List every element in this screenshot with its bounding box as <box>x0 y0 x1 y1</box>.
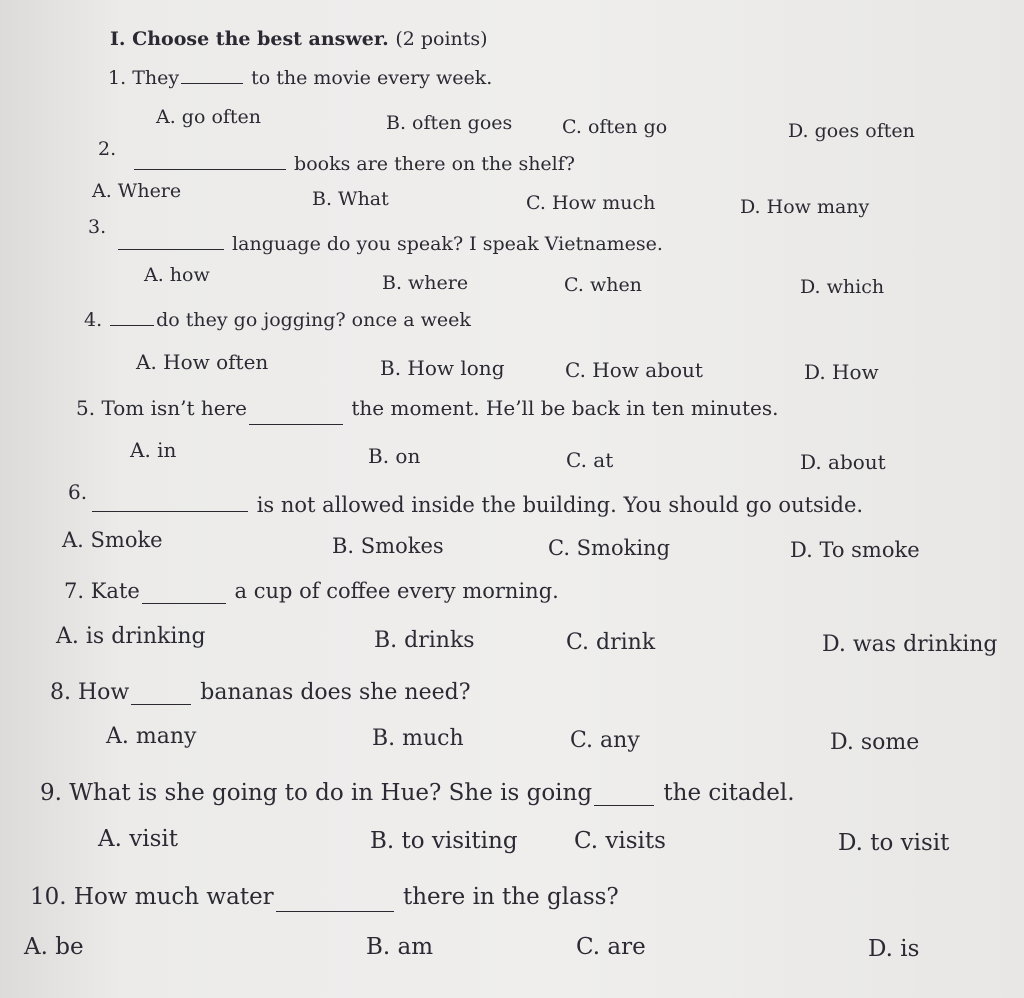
option-d[interactable]: D. How <box>804 360 879 384</box>
option-a[interactable]: A. is drinking <box>56 624 206 649</box>
option-b[interactable]: B. much <box>372 726 464 751</box>
question-2 <box>132 150 575 174</box>
option-a[interactable]: A. many <box>106 724 197 749</box>
option-a[interactable]: A. in <box>130 438 177 462</box>
question-2-number: 2. <box>98 138 117 160</box>
option-b[interactable]: B. to visiting <box>370 828 518 854</box>
option-d[interactable]: D. some <box>830 730 920 755</box>
section-heading <box>110 30 488 49</box>
question-number: 10. <box>30 884 67 910</box>
option-c[interactable]: C. any <box>570 728 640 753</box>
question-text-after: the moment. He’ll be back in ten minutes. <box>351 396 779 420</box>
option-c[interactable]: C. at <box>566 448 614 472</box>
section-title: I. Choose the best answer. <box>110 28 389 50</box>
option-d[interactable]: D. goes often <box>788 120 915 142</box>
option-b[interactable]: B. am <box>366 934 434 960</box>
question-number: 8. <box>50 680 71 705</box>
option-d[interactable]: D. to visit <box>838 830 950 856</box>
question-text-before: Tom isn’t here <box>101 396 248 420</box>
answer-blank[interactable] <box>110 306 154 326</box>
option-b[interactable]: B. How long <box>380 356 505 380</box>
option-d[interactable]: D. about <box>800 450 886 474</box>
question-8 <box>50 676 471 704</box>
question-text-after: language do you speak? I speak Vietnamese. <box>232 233 663 255</box>
question-3 <box>116 230 663 254</box>
question-number: 7. <box>64 579 85 603</box>
answer-blank[interactable] <box>594 782 654 806</box>
option-d[interactable]: D. was drinking <box>822 632 998 657</box>
option-c[interactable]: C. often go <box>562 116 668 138</box>
option-b[interactable]: B. on <box>368 444 421 468</box>
option-d[interactable]: D. which <box>800 276 885 298</box>
question-6 <box>90 490 863 516</box>
option-d[interactable]: D. is <box>868 936 920 962</box>
option-c[interactable]: C. are <box>576 934 646 960</box>
option-b[interactable]: B. often goes <box>386 112 513 134</box>
answer-blank[interactable] <box>118 230 224 250</box>
option-a[interactable]: A. Where <box>92 180 182 202</box>
question-7 <box>64 576 559 602</box>
question-text-after: there in the glass? <box>402 884 619 910</box>
question-text-after: to the movie every week. <box>251 67 493 89</box>
question-text-after: bananas does she need? <box>200 680 471 705</box>
cropped-next-section-text <box>0 986 1024 998</box>
question-text-before: What is she going to do in Hue? She is going <box>69 780 593 806</box>
answer-blank[interactable] <box>92 490 248 512</box>
option-c[interactable]: C. when <box>564 274 642 296</box>
option-a[interactable]: A. Smoke <box>62 528 163 552</box>
question-text-after: do they go jogging? once a week <box>156 309 471 331</box>
question-1 <box>108 64 492 88</box>
question-number: 9. <box>40 780 62 806</box>
question-4 <box>84 306 471 330</box>
option-d[interactable]: D. How many <box>740 196 870 218</box>
option-a[interactable]: A. How often <box>136 350 269 374</box>
option-b[interactable]: B. Smokes <box>332 534 444 558</box>
question-text-after: is not allowed inside the building. You should go outside. <box>256 493 864 517</box>
answer-blank[interactable] <box>249 404 343 425</box>
question-text-before: How <box>78 680 130 705</box>
option-b[interactable]: B. where <box>382 272 469 294</box>
question-text-after: the citadel. <box>663 780 795 806</box>
answer-blank[interactable] <box>134 150 286 170</box>
question-6-number: 6. <box>68 480 88 504</box>
answer-blank[interactable] <box>181 64 243 84</box>
question-number: 4. <box>84 309 103 331</box>
option-c[interactable]: C. Smoking <box>548 536 671 560</box>
option-c[interactable]: C. How about <box>565 358 703 382</box>
answer-blank[interactable] <box>276 888 394 912</box>
option-d[interactable]: D. To smoke <box>790 538 920 562</box>
option-a[interactable]: A. be <box>24 934 84 960</box>
answer-blank[interactable] <box>131 682 191 705</box>
option-c[interactable]: C. How much <box>526 192 656 214</box>
option-b[interactable]: B. What <box>312 188 389 210</box>
option-a[interactable]: A. visit <box>98 826 178 852</box>
question-number: 1. <box>108 67 127 89</box>
section-points: (2 points) <box>395 28 488 50</box>
option-a[interactable]: A. go often <box>156 106 262 128</box>
option-a[interactable]: A. how <box>144 264 210 286</box>
option-c[interactable]: C. drink <box>566 630 656 655</box>
question-text-after: a cup of coffee every morning. <box>234 579 559 603</box>
question-text-before: How much water <box>73 884 274 910</box>
question-10 <box>30 880 619 909</box>
question-text-after: books are there on the shelf? <box>294 153 575 175</box>
question-text-before: They <box>132 67 180 89</box>
option-b[interactable]: B. drinks <box>374 628 475 653</box>
question-text-before: Kate <box>90 579 140 603</box>
question-5 <box>76 394 778 418</box>
answer-blank[interactable] <box>142 582 226 604</box>
question-3-number: 3. <box>88 216 107 238</box>
question-number: 5. <box>76 396 96 420</box>
option-c[interactable]: C. visits <box>574 828 666 854</box>
question-9 <box>40 776 795 805</box>
